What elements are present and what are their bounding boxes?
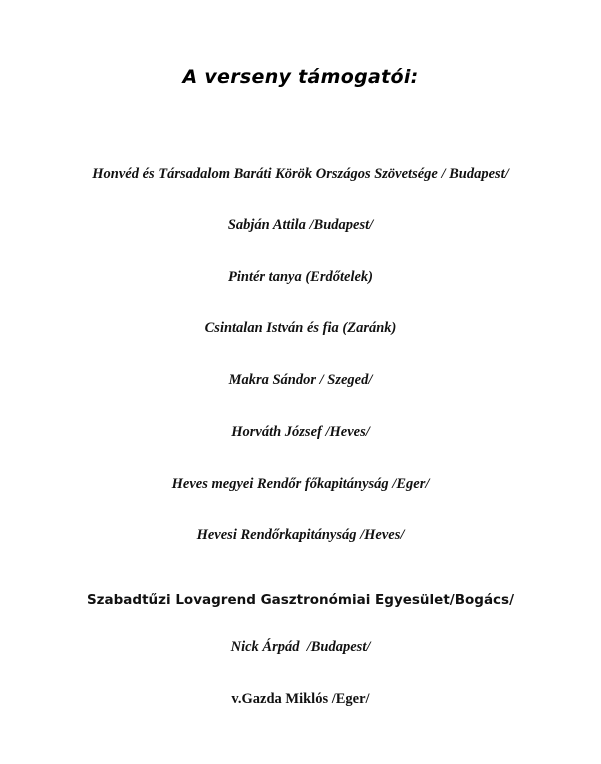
sponsor-item: v.Gazda Miklós /Eger/: [231, 691, 370, 707]
sponsor-item: Horváth József /Heves/: [231, 424, 370, 440]
sponsor-item: Csintalan István és fia (Zaránk): [204, 320, 397, 336]
sponsor-item: Heves megyei Rendőr főkapitányság /Eger/: [171, 476, 430, 492]
sponsor-item: Makra Sándor / Szeged/: [228, 372, 373, 388]
page-title: A verseny támogatói:: [182, 66, 419, 88]
sponsor-item: Honvéd és Társadalom Baráti Körök Országos Szövetsége / Budapest/: [92, 166, 509, 182]
sponsor-item: Hevesi Rendőrkapitányság /Heves/: [196, 527, 405, 543]
sponsor-item: Nick Árpád /Budapest/: [230, 639, 371, 655]
sponsor-item: Szabadtűzi Lovagrend Gasztronómiai Egyesület/Bogács/: [86, 592, 515, 608]
sponsor-item: Pintér tanya (Erdőtelek): [228, 269, 373, 285]
sponsor-item: Sabján Attila /Budapest/: [227, 217, 374, 233]
